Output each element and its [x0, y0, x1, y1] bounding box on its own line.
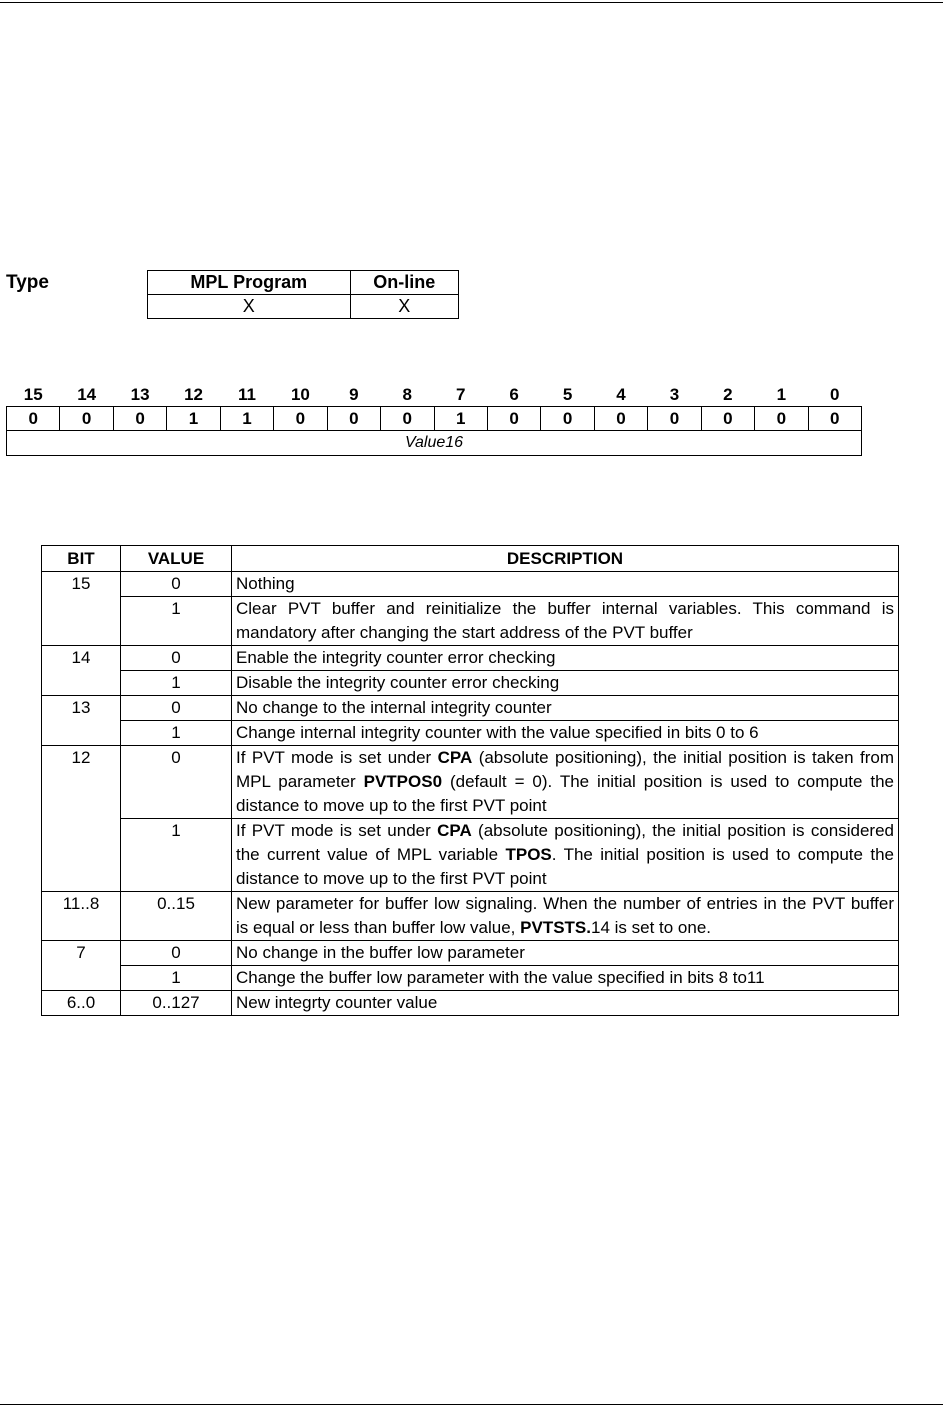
bit-number: 0: [830, 385, 840, 404]
bit-value: 0: [541, 407, 594, 431]
description-keyword: CPA: [437, 821, 472, 840]
table-row: [42, 819, 899, 892]
description-text: New parameter for buffer low signaling. When the number of entries in the PVT buffer is equal or less than buffer low value,: [236, 894, 894, 937]
table-row: [42, 646, 899, 671]
description-text: 14 is set to one.: [591, 918, 712, 937]
table-row: [42, 671, 899, 696]
top-rule: [0, 2, 943, 3]
value-cell: 0..15: [121, 892, 232, 941]
description-text: (absolute positioning), the initial position is considered the current value of MPL variable: [236, 821, 894, 864]
table-row: [42, 696, 899, 721]
bit-value: 1: [167, 407, 220, 431]
value-cell: 0: [121, 746, 232, 819]
bit-number: 7: [455, 385, 466, 404]
description-cell: [232, 819, 899, 892]
bit-cell: 6..0: [42, 991, 121, 1016]
bit-cell: 12: [42, 746, 121, 892]
bit-value: 0: [60, 407, 113, 431]
type-label: Type: [6, 272, 49, 293]
description-text: . The initial position is used to compute the distance to move up to the first PVT point: [236, 845, 894, 888]
bit-value: 0: [381, 407, 434, 431]
type-value-mpl: X: [148, 295, 351, 319]
description-keyword: PVTPOS0: [363, 772, 443, 791]
value16-label: Value16: [7, 431, 862, 456]
value-cell: 0: [121, 696, 232, 721]
bit-number: 14: [77, 385, 97, 404]
description-text: If PVT mode is set under: [236, 748, 438, 767]
bit-value: 1: [434, 407, 487, 431]
value-cell: 1: [121, 671, 232, 696]
bit-value: 0: [808, 407, 861, 431]
bit-value: 1: [220, 407, 273, 431]
type-header-online: On-line: [350, 271, 458, 295]
bit-number: 3: [669, 385, 680, 404]
header-description: DESCRIPTION: [232, 546, 899, 572]
type-value-online: X: [350, 295, 458, 319]
value-cell: 1: [121, 721, 232, 746]
description-table: [41, 545, 899, 1016]
description-cell: Change the buffer low parameter with the value specified in bits 8 to11: [232, 966, 899, 991]
bit-number: 5: [562, 385, 573, 404]
table-row: [42, 721, 899, 746]
bit-number: 6: [509, 385, 519, 404]
value-cell: 0: [121, 646, 232, 671]
value-cell: 0: [121, 572, 232, 597]
bit-value: 0: [487, 407, 540, 431]
description-cell: Nothing: [232, 572, 899, 597]
description-text: (default = 0). The initial position is used to compute the distance to move up to the first PVT point: [236, 772, 894, 815]
type-table: [147, 270, 459, 319]
header-bit: BIT: [42, 546, 121, 572]
bit-value: 0: [7, 407, 60, 431]
table-row: [42, 597, 899, 646]
description-cell: No change to the internal integrity counter: [232, 696, 899, 721]
type-header-mpl: MPL Program: [148, 271, 351, 295]
bit-number: 4: [616, 385, 626, 404]
description-cell: Clear PVT buffer and reinitialize the buffer internal variables. This command is mandatory after changing the start address of the PVT buffer: [232, 597, 899, 646]
description-keyword: TPOS: [505, 845, 552, 864]
bit-value: 0: [648, 407, 701, 431]
table-row: [42, 746, 899, 819]
bit-number: 8: [402, 385, 413, 404]
description-cell: Disable the integrity counter error checking: [232, 671, 899, 696]
bit-number: 9: [349, 385, 359, 404]
bit-number: 11: [237, 385, 256, 404]
bit-number: 10: [290, 385, 310, 404]
table-row: [42, 572, 899, 597]
bit-value: 0: [113, 407, 166, 431]
description-cell: Enable the integrity counter error checking: [232, 646, 899, 671]
description-cell: [232, 892, 899, 941]
bit-value: 0: [327, 407, 380, 431]
description-text: If PVT mode is set under: [236, 821, 438, 840]
description-header-row: [42, 546, 899, 572]
header-value: VALUE: [121, 546, 232, 572]
table-row: [42, 941, 899, 966]
table-row: [42, 892, 899, 941]
description-text: (absolute positioning), the initial position is taken from MPL parameter: [236, 748, 895, 791]
bit-number: 15: [23, 385, 43, 404]
bit-number: 2: [723, 385, 733, 404]
value-cell: 1: [121, 966, 232, 991]
table-row: [42, 991, 899, 1016]
bit-number: 13: [130, 385, 150, 404]
bit-number: 1: [776, 385, 787, 404]
value-cell: 0: [121, 941, 232, 966]
description-cell: New integrty counter value: [232, 991, 899, 1016]
bit-number-row: [7, 384, 862, 407]
value-cell: 1: [121, 819, 232, 892]
bottom-rule: [0, 1404, 943, 1405]
table-row: [42, 966, 899, 991]
bit-number: 12: [184, 385, 203, 404]
bit-layout-table: [6, 384, 862, 456]
description-keyword: CPA: [437, 748, 473, 767]
value-cell: 1: [121, 597, 232, 646]
bit-cell: 7: [42, 941, 121, 991]
description-cell: Change internal integrity counter with the value specified in bits 0 to 6: [232, 721, 899, 746]
description-keyword: PVTSTS.: [520, 918, 591, 937]
bit-value-row: [7, 407, 862, 431]
value-cell: 0..127: [121, 991, 232, 1016]
description-cell: No change in the buffer low parameter: [232, 941, 899, 966]
bit-value: 0: [701, 407, 754, 431]
bit-value: 0: [594, 407, 647, 431]
bit-cell: 14: [42, 646, 121, 696]
description-cell: [232, 746, 899, 819]
bit-value: 0: [755, 407, 808, 431]
bit-cell: 11..8: [42, 892, 121, 941]
bit-cell: 13: [42, 696, 121, 746]
bit-cell: 15: [42, 572, 121, 646]
bit-value: 0: [274, 407, 327, 431]
